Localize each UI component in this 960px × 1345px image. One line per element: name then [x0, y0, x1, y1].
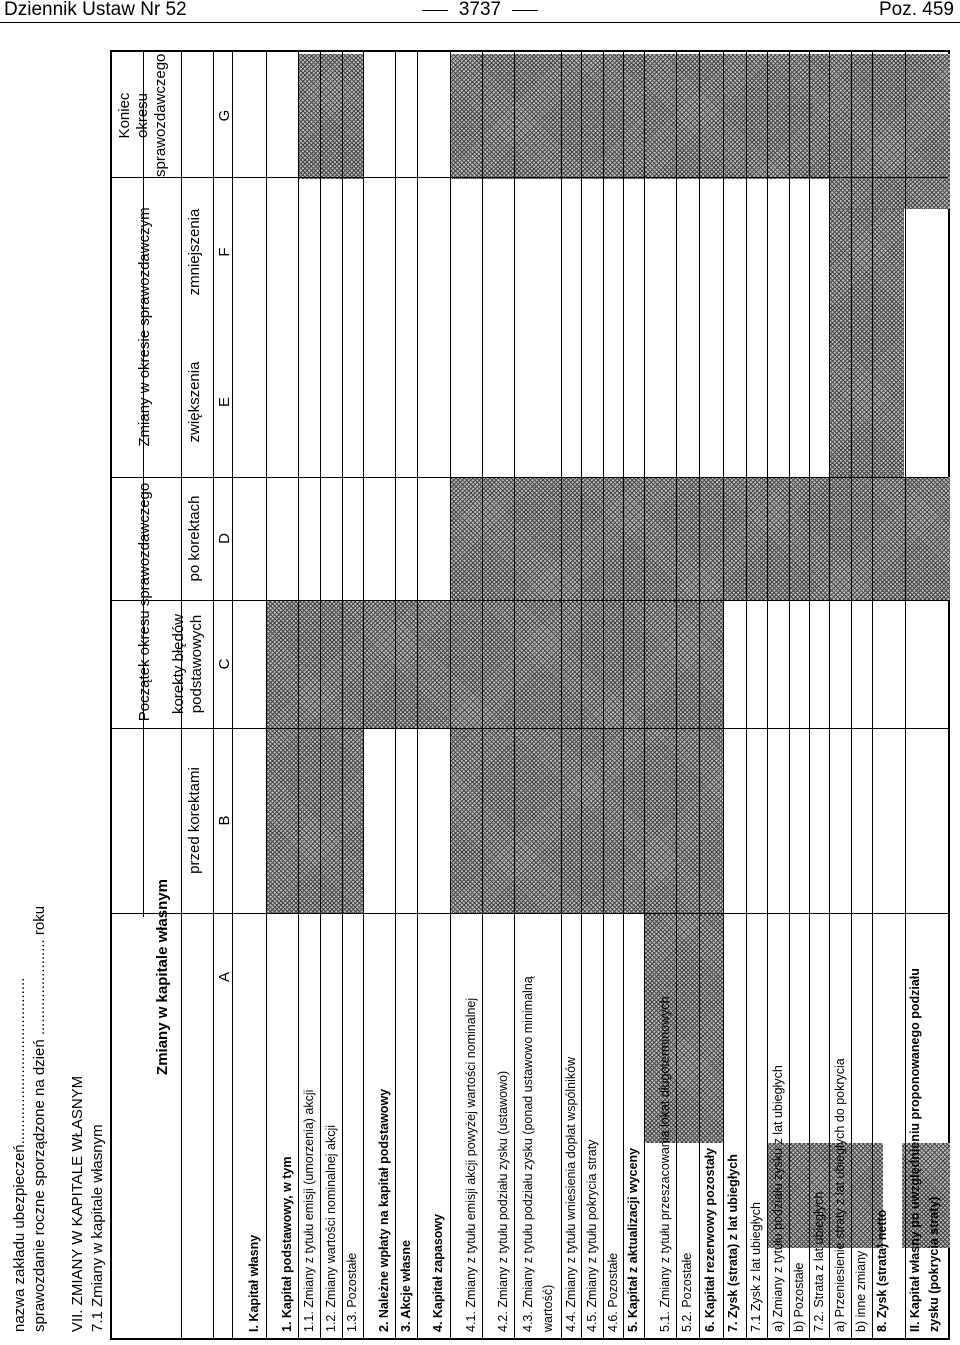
row-label: 4.3. Zmiany z tytułu podziału zysku (ponad ustawowo minimalną: [521, 976, 535, 1332]
row-label: 5.2. Pozostałe: [680, 1252, 694, 1332]
row-label: zysku (pokrycia straty): [927, 1196, 941, 1332]
col-d-header: po korektach: [186, 495, 203, 582]
row-label: 1.1. Zmiany z tytułu emisji (umorzenia) akcji: [302, 1089, 316, 1332]
column-divider: [112, 600, 948, 601]
row-label: 4.1. Zmiany z tytułu emisji akcji powyżej wartości nominalnej: [464, 997, 478, 1332]
group-start-header: Początek okresu sprawozdawczego: [136, 482, 153, 722]
col-d-letter: D: [216, 533, 233, 544]
row-divider: [676, 52, 677, 1338]
col-g-header-1: Koniec: [116, 92, 133, 139]
col-f-header: zmniejszenia: [186, 208, 203, 296]
row-divider: [320, 52, 321, 1338]
shaded-cell: [267, 600, 363, 913]
row-label: b) Pozostałe: [792, 1262, 806, 1332]
journal-title: Dziennik Ustaw Nr 52: [4, 0, 187, 20]
row-label: 8. Zysk (strata) netto: [875, 1209, 889, 1332]
page-number: 3737: [400, 0, 560, 20]
row-divider: [603, 52, 604, 1338]
col-a-title: Zmiany w kapitale własnym: [154, 879, 171, 1075]
position-number: Poz. 459: [879, 0, 954, 20]
row-divider: [872, 52, 873, 1338]
col-e-header: zwiększenia: [186, 361, 203, 443]
row-label: 7.2. Strata z lat ubiegłych: [812, 1191, 826, 1332]
section-title: VII. ZMIANY W KAPITALE WŁASNYM: [69, 1075, 86, 1332]
row-divider: [746, 52, 747, 1338]
row-label: wartość): [541, 1284, 555, 1332]
shaded-cell: [450, 728, 724, 913]
row-divider: [342, 52, 343, 1338]
row-divider: [905, 52, 906, 1338]
col-f-letter: F: [216, 247, 233, 257]
equity-changes-table: [110, 50, 950, 1340]
row-divider: [723, 52, 724, 1338]
shaded-cell: [644, 913, 724, 1143]
column-divider: [112, 913, 948, 914]
row-divider: [298, 52, 299, 1338]
group-changes-header: Zmiany w okresie sprawozdawczym: [136, 207, 153, 447]
insurer-name-line: nazwa zakładu ubezpieczeń........................................: [11, 977, 28, 1332]
row-label: 4. Kapitał zapasowy: [431, 1213, 445, 1332]
page-header: [0, 0, 960, 23]
row-label: 4.4. Zmiany z tytułu wniesienia dopłat wspólników: [564, 1056, 578, 1332]
row-divider: [213, 52, 214, 1338]
row-label: 1.3. Pozostałe: [345, 1252, 359, 1332]
row-divider: [482, 52, 483, 1338]
row-divider: [581, 52, 582, 1338]
shaded-cell: [298, 54, 363, 179]
row-label: 7.1 Zysk z lat ubiegłych: [749, 1202, 763, 1332]
col-g-header-3: sprawozdawczego: [152, 53, 169, 177]
row-divider: [363, 52, 364, 1338]
row-label: 6. Kapitał rezerwowy pozostały: [703, 1147, 717, 1332]
row-divider: [789, 52, 790, 1338]
column-divider: [112, 728, 948, 729]
row-label: a) Zmiany z tytułu podziału zysku z lat ubiegłych: [771, 1065, 785, 1332]
row-label: 2. Należne wpłaty na kapitał podstawowy: [377, 1088, 391, 1332]
col-a-letter: A: [216, 972, 233, 983]
row-label: 7. Zysk (strata) z lat ubiegłych: [726, 1154, 740, 1332]
row-divider: [699, 52, 700, 1338]
row-divider: [417, 52, 418, 1338]
row-divider: [395, 52, 396, 1338]
row-divider: [809, 52, 810, 1338]
row-divider: [851, 52, 852, 1338]
row-label: a) Przeniesienie straty z lat ubiegłych do pokrycia: [833, 1058, 847, 1332]
row-divider: [767, 52, 768, 1338]
shaded-cell: [829, 54, 950, 209]
col-g-header-2: okresu: [134, 92, 151, 139]
column-divider: [112, 477, 948, 478]
subsection-title: 7.1 Zmiany w kapitale własnym: [89, 1124, 106, 1332]
col-e-letter: E: [216, 397, 233, 408]
row-label: 5.1. Zmiany z tytułu przeszacowania lokat długoterminowych: [658, 996, 672, 1332]
column-divider: [112, 177, 948, 178]
col-c-header-2: podstawowych: [188, 614, 205, 714]
col-c-letter: C: [216, 658, 233, 670]
row-label: 4.2. Zmiany z tytułu podziału zysku (ustawowo): [496, 1070, 510, 1332]
row-label: b) inne zmiany: [854, 1250, 868, 1332]
row-divider: [644, 52, 645, 1338]
shaded-cell: [450, 477, 950, 600]
col-b-header: przed korektami: [186, 767, 203, 874]
row-label: 4.5. Zmiany z tytułu pokrycia straty: [585, 1139, 599, 1332]
row-label: II. Kapitał własny po uwzględnieniu proponowanego podziału: [908, 968, 922, 1332]
row-divider: [266, 52, 267, 1338]
row-label: 3. Akcje własne: [399, 1240, 413, 1332]
col-g-letter: G: [216, 109, 233, 122]
row-label: 1. Kapitał podstawowy, w tym: [280, 1156, 294, 1332]
row-label: 5. Kapitał z aktualizacji wyceny: [626, 1147, 640, 1332]
row-divider: [829, 52, 830, 1338]
col-c-header-1: korekty błędów: [170, 613, 187, 715]
col-b-letter: B: [216, 815, 233, 826]
row-label: I. Kapitał własny: [247, 1234, 261, 1332]
row-divider: [561, 52, 562, 1338]
row-label: 4.6. Pozostałe: [606, 1252, 620, 1332]
row-divider: [514, 52, 515, 1338]
shaded-cell: [829, 209, 904, 477]
report-date-line: sprawozdanie roczne sporządzone na dzień ....................... roku: [31, 905, 48, 1332]
row-divider: [623, 52, 624, 1338]
row-label: 1.2. Zmiany wartości nominalnej akcji: [324, 1124, 338, 1332]
row-divider: [450, 52, 451, 1338]
